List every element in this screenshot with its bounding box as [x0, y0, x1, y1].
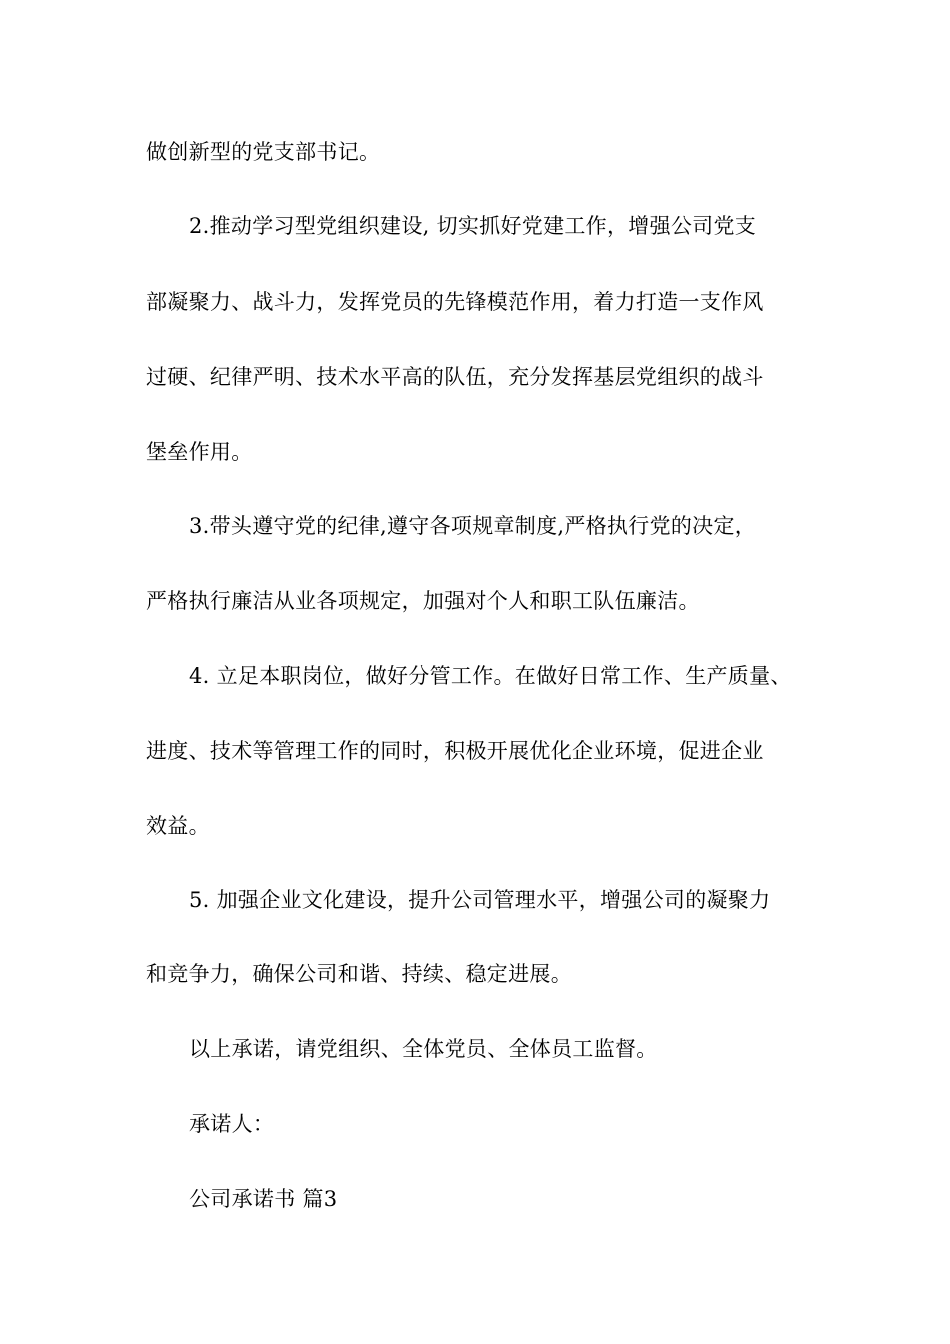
item-3-line-2: 严格执行廉洁从业各项规定，加强对个人和职工队伍廉洁。: [146, 589, 700, 613]
item-2-line-3: 过硬、纪律严明、技术水平高的队伍，充分发挥基层党组织的战斗: [146, 365, 764, 389]
item-2-line-4: 堡垒作用。: [146, 440, 253, 464]
paragraph-1-line-1: 做创新型的党支部书记。: [146, 140, 381, 164]
signatory-label: 承诺人：: [189, 1112, 275, 1136]
closing-statement: 以上承诺，请党组织、全体党员、全体员工监督。: [189, 1037, 658, 1061]
item-4-line-2: 进度、技术等管理工作的同时，积极开展优化企业环境，促进企业: [146, 739, 764, 763]
section-heading: 公司承诺书 篇3: [189, 1187, 338, 1211]
item-4-line-3: 效益。: [146, 814, 210, 838]
item-3-line-1: 3.带头遵守党的纪律,遵守各项规章制度,严格执行党的决定，: [189, 514, 757, 538]
item-4-line-1: 4. 立足本职岗位，做好分管工作。在做好日常工作、生产质量、: [189, 664, 792, 688]
item-5-line-2: 和竞争力，确保公司和谐、持续、稳定进展。: [146, 962, 572, 986]
item-2-line-1: 2.推动学习型党组织建设, 切实抓好党建工作，增强公司党支: [189, 214, 757, 238]
item-5-line-1: 5. 加强企业文化建设，提升公司管理水平，增强公司的凝聚力: [189, 888, 771, 912]
item-2-line-2: 部凝聚力、战斗力，发挥党员的先锋模范作用，着力打造一支作风: [146, 290, 764, 314]
